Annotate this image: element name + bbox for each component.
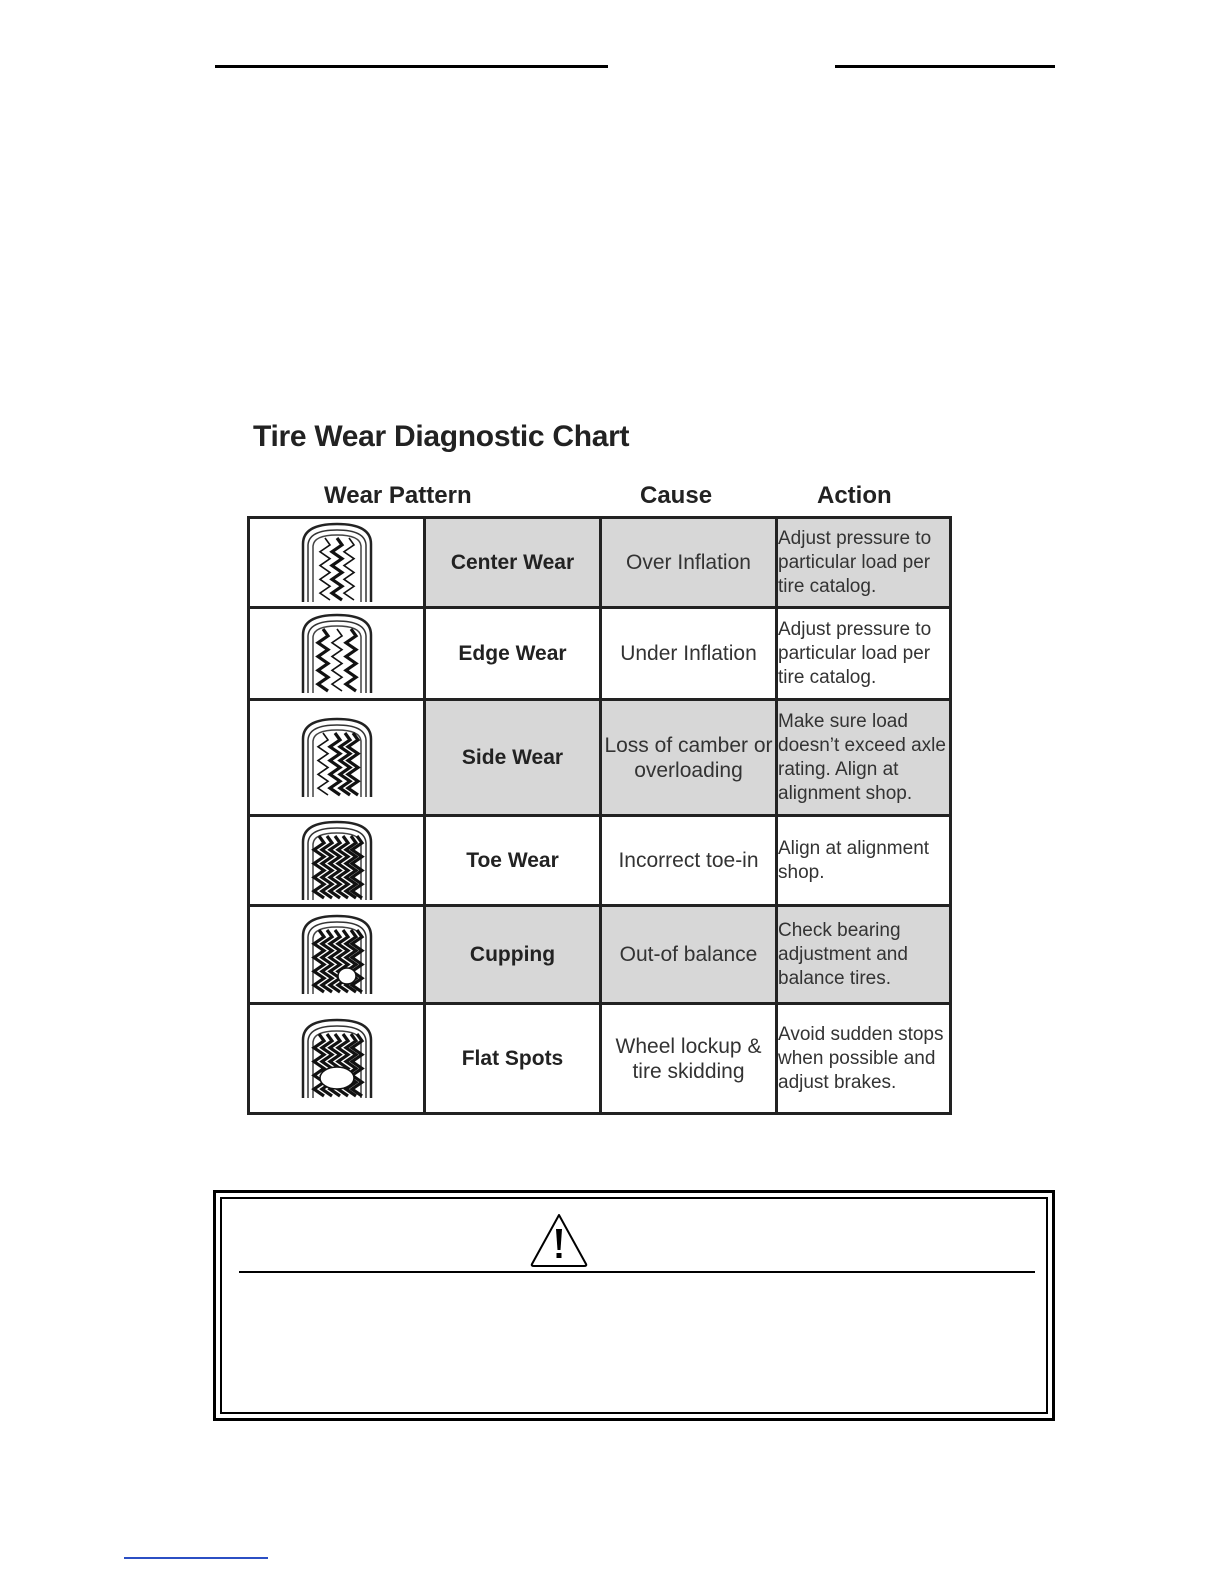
wear-cause: Over Inflation: [601, 518, 777, 608]
wear-pattern-name: Cupping: [425, 906, 601, 1004]
footer-link-underline: [124, 1557, 268, 1559]
tire-image-cell: [249, 816, 425, 906]
table-row: [249, 700, 951, 816]
table-row: [249, 608, 951, 700]
tire-image-cell: [249, 1004, 425, 1114]
warning-box-inner-border: [220, 1197, 1048, 1414]
wear-action: Avoid sudden stops when possible and adjust brakes.: [777, 1004, 951, 1114]
tire-wear-table: [247, 516, 952, 1115]
column-header-cause: Cause: [640, 482, 713, 509]
wear-pattern-name: Toe Wear: [425, 816, 601, 906]
wear-cause: Incorrect toe-in: [601, 816, 777, 906]
table-row: [249, 518, 951, 608]
column-header-wear-pattern: Wear Pattern: [324, 482, 472, 509]
tire-image-cell: [249, 518, 425, 608]
column-header-action: Action: [817, 482, 892, 509]
tire-toe-wear-icon: [250, 820, 423, 902]
table-row: [249, 906, 951, 1004]
table-row: [249, 1004, 951, 1114]
warning-divider: [239, 1271, 1035, 1273]
header-rule-right: [835, 65, 1055, 68]
wear-pattern-name: Edge Wear: [425, 608, 601, 700]
table-row: [249, 816, 951, 906]
wear-cause: Loss of camber or overloading: [601, 700, 777, 816]
wear-pattern-name: Flat Spots: [425, 1004, 601, 1114]
wear-action: Adjust pressure to particular load per tire catalog.: [777, 608, 951, 700]
warning-box: [213, 1190, 1055, 1421]
wear-action: Check bearing adjustment and balance tires.: [777, 906, 951, 1004]
wear-action: Align at alignment shop.: [777, 816, 951, 906]
wear-cause: Under Inflation: [601, 608, 777, 700]
wear-pattern-name: Side Wear: [425, 700, 601, 816]
tire-cupping-icon: [250, 914, 423, 996]
tire-image-cell: [249, 906, 425, 1004]
tire-flat-spots-icon: [250, 1018, 423, 1100]
tire-edge-wear-icon: [250, 613, 423, 695]
warning-triangle-icon: [529, 1212, 589, 1268]
tire-image-cell: [249, 700, 425, 816]
wear-action: Adjust pressure to particular load per tire catalog.: [777, 518, 951, 608]
tire-side-wear-icon: [250, 717, 423, 799]
wear-cause: Out-of balance: [601, 906, 777, 1004]
header-rule-left: [215, 65, 608, 68]
tire-image-cell: [249, 608, 425, 700]
wear-action: Make sure load doesn’t exceed axle rating. Align at alignment shop.: [777, 700, 951, 816]
tire-center-wear-icon: [250, 522, 423, 604]
wear-cause: Wheel lockup & tire skidding: [601, 1004, 777, 1114]
wear-pattern-name: Center Wear: [425, 518, 601, 608]
chart-title: Tire Wear Diagnostic Chart: [253, 420, 630, 453]
